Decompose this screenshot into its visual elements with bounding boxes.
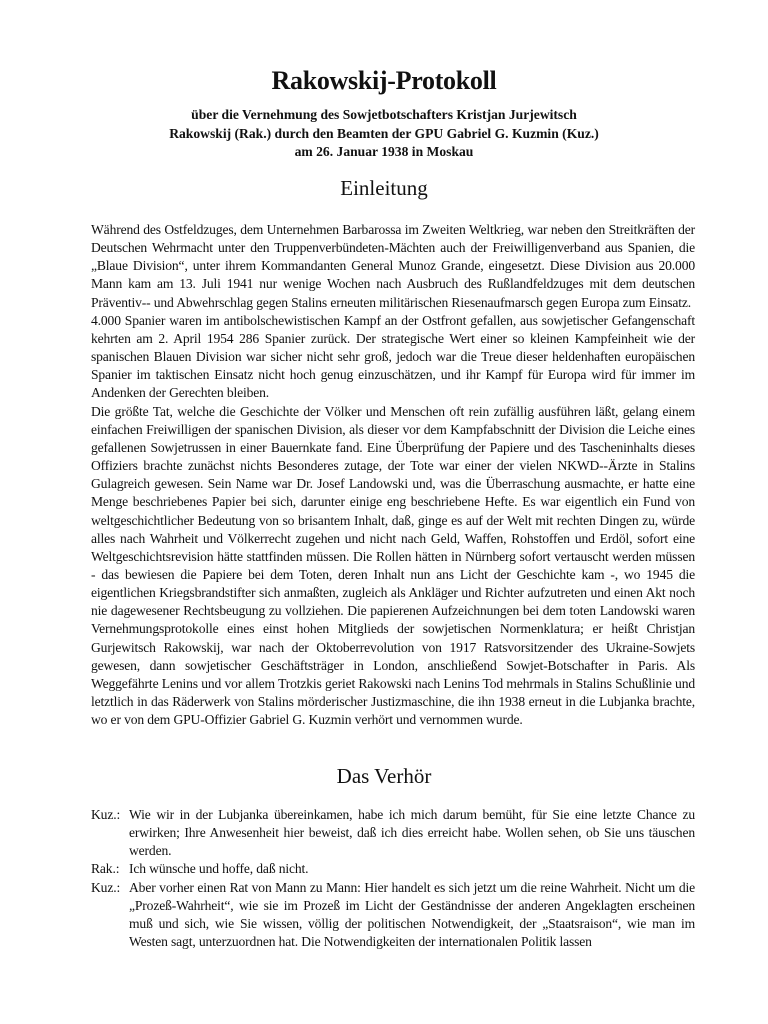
paragraph: Während des Ostfeldzuges, dem Unternehmen Barbarossa im Zweiten Weltkrieg, war neben den Streitkräften der Deutschen Wehrmacht unter den Truppenverbündeten-Mächten auch der Freiwilligenverband aus Spanien, die „Blaue Division“, unter ihrem Kommandanten General Munoz Grande, eingesetzt. Diese Division aus 20.000 Mann kam am 13. Juli 1941 nur wenige Wochen nach Ausbruch des Rußlandfeldzuges mit dem deutschen Präventiv-- und Abwehrschlag gegen Stalins erneuten militärischen Riesenaufmarsch gegen Europa zum Einsatz. <box>91 222 695 310</box>
speaker-label: Kuz.: <box>91 879 121 895</box>
dialog-turn <box>91 860 695 878</box>
dialog-turn <box>91 879 695 952</box>
speech-text: Aber vorher einen Rat von Mann zu Mann: Hier handelt es sich jetzt um die reine Wahrheit. Nicht um die „Prozeß-Wahrheit“, wie sie im Prozeß im Licht der Geständnisse der anderen Angeklagten erscheinen muß und sich, wie Sie wissen, völlig der politischen Notwendigkeit, der „Staatsraison“, wie man im Westen sagt, unterzuordnen hat. Die Notwendigkeiten der internationalen Politik lassen <box>129 879 695 950</box>
interrogation-dialog <box>91 806 695 951</box>
section-heading-einleitung: Einleitung <box>340 176 428 200</box>
einleitung-body <box>91 221 695 729</box>
speech-text: Wie wir in der Lubjanka übereinkamen, habe ich mich darum bemüht, für Sie eine letzte Chance zu erwirken; Ihre Anwesenheit hier beweist, daß ich dies erreicht habe. Wollen sehen, ob Sie uns täuschen werden. <box>129 807 695 859</box>
subtitle-line: am 26. Januar 1938 in Moskau <box>294 144 474 159</box>
dialog-turn <box>91 806 695 860</box>
section-heading-verhoer: Das Verhör <box>336 764 432 788</box>
document-subtitle <box>0 106 768 162</box>
paragraph: 4.000 Spanier waren im antibolschewistischen Kampf an der Ostfront gefallen, aus sowjetischer Gefangenschaft kehrten am 2. April 1954 286 Spanier zurück. Der strategische Wert einer so kleinen Kampfeinheit wie der spanischen Blauen Division war sicher nicht sehr groß, jedoch war die Treue dieser heldenhaften europäischen Spanier im taktischen Einsatz nicht hoch genug einzuschätzen, und ihr Kampf für Europa wird für immer im Andenken der Gerechten bleiben. <box>91 312 695 401</box>
subtitle-line: Rakowskij (Rak.) durch den Beamten der GPU Gabriel G. Kuzmin (Kuz.) <box>169 125 599 141</box>
subtitle-line: über die Vernehmung des Sowjetbotschafters Kristjan Jurjewitsch <box>191 107 577 122</box>
paragraph: Die größte Tat, welche die Geschichte der Völker und Menschen oft rein zufällig ausführen läßt, gelang einem einfachen Freiwilligen der spanischen Division, als dieser vor dem Kampfabschnitt der Division die Leiche eines gefallenen Sowjetrussen in einer Bauernkate fand. Eine Überprüfung der Papiere und des Tascheninhalts dieses Offiziers brachte zunächst nichts Besonderes zutage, der Tote war einer der vielen NKWD--Ärzte in Stalins Gulagreich gewesen. Sein Name war Dr. Josef Landowski und, was die Überraschung ausmachte, er hatte eine Menge beschriebenes Papier bei sich, darunter einige eng beschriebene Hefte. Es war eigentlich ein Fund von weltgeschichtlicher Bedeutung von so brisantem Inhalt, daß, ginge es auf der Welt mit rechten Dingen zu, würde alles nach Wahrheit und Völkerrecht zugehen und nicht nach Geld, Waffen, Rohstoffen und Erdöl, sofort eine Weltgeschichtsrevision hätte stattfinden müssen. Die Rollen hätten in Nürnberg sofort vertauscht werden müssen - das bewiesen die Papiere bei dem Toten, deren Inhalt nun ans Licht der Geschichte kam -, wo 1945 die eigentlichen Kriegsbrandstifter sich anmaßten, zugleich als Ankläger und Richter aufzutreten und einen Akt noch nie dagewesener Rechtsbeugung zu vollziehen. Die papierenen Aufzeichnungen bei dem toten Landowski waren Vernehmungsprotokolle eines einst hohen Mitglieds der sowjetischen Normenklatura; er heißt Christjan Gurjewitsch Rakowskij, war nach der Oktoberrevolution von 1917 Ratsvorsitzender des Ukraine-Sowjets gewesen, dann sowjetischer Geschäftsträger in London, anschließend Sowjet-Botschafter in Paris. Als Weggefährte Lenins und vor allem Trotzkis geriet Rakowski nach Lenins Tod mehrmals in Stalins Schußlinie und letztlich in das Räderwerk von Stalins mörderischer Justizmaschine, die ihn 1938 erneut in die Lubjanka brachte, wo er von dem GPU-Offizier Gabriel G. Kuzmin verhört und vernommen wurde. <box>91 403 695 728</box>
document-title: Rakowskij-Protokoll <box>271 66 497 95</box>
speaker-label: Kuz.: <box>91 807 121 822</box>
speaker-label: Rak.: <box>91 861 120 877</box>
speech-text: Ich wünsche und hoffe, daß nicht. <box>129 861 309 877</box>
